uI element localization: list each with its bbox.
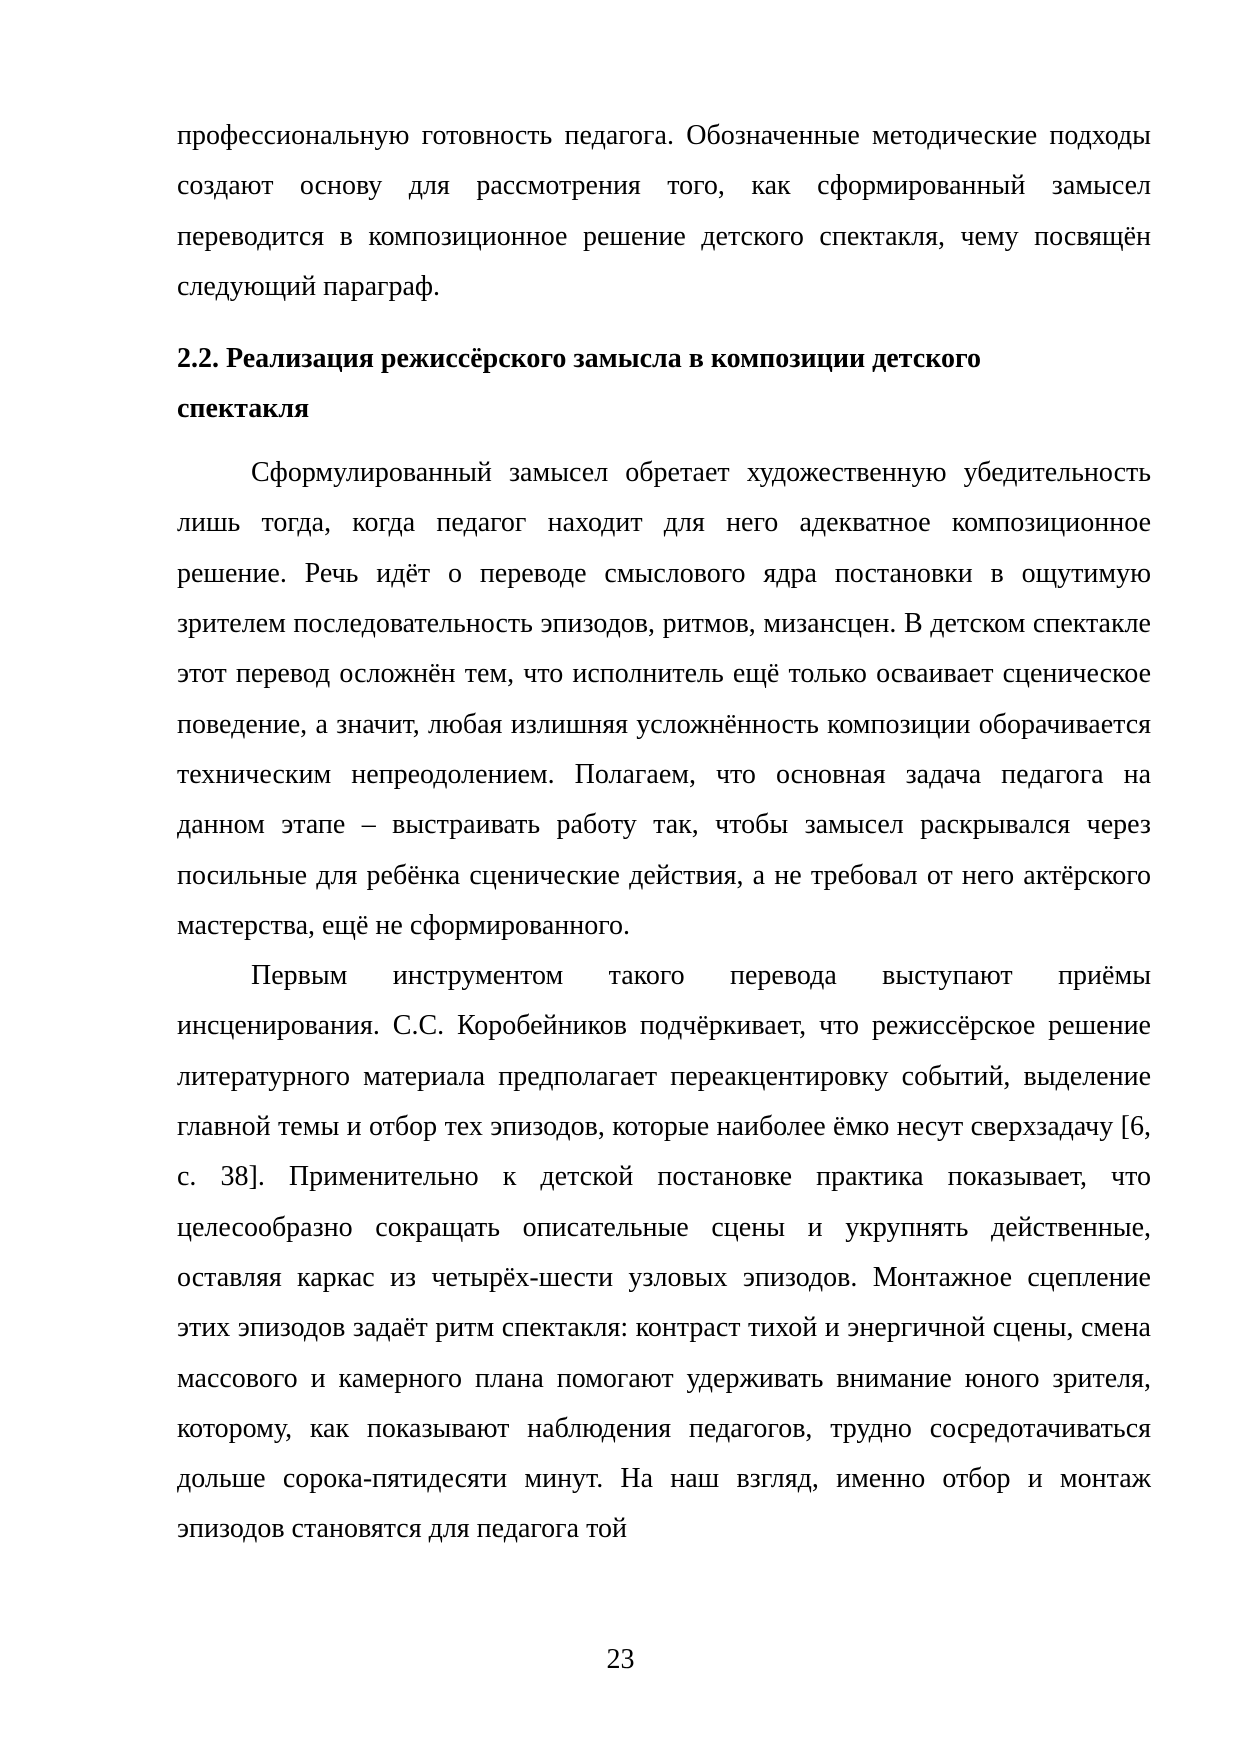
paragraph-continuation: профессиональную готовность педагога. Обозначенные методические подходы создают основу для рассмотрения того, как сформированный замысел переводится в композиционное решение детского спектакля, чему посвящён следующий параграф. bbox=[177, 120, 1151, 302]
section-heading: 2.2. Реализация режиссёрского замысла в композиции детского спектакля bbox=[177, 343, 981, 425]
paragraph-composition-intro: Сформулированный замысел обретает художественную убедительность лишь тогда, когда педагог находит для него адекватное композиционное решение. Речь идёт о переводе смыслового ядра постановки в ощутимую зрителем последовательность эпизодов, ритмов, мизансцен. В детском спектакле этот перевод осложнён тем, что исполнитель ещё только осваивает сценическое поведение, а значит, любая излишняя усложнённость композиции оборачивается техническим непреодолением. Полагаем, что основная задача педагога на данном этапе – выстраивать работу так, чтобы замысел раскрывался через посильные для ребёнка сценические действия, а не требовал от него актёрского мастерства, ещё не сформированного. bbox=[177, 457, 1151, 941]
page-body bbox=[177, 111, 1151, 1555]
page-number: 23 bbox=[606, 1644, 635, 1675]
paragraph-staging-techniques: Первым инструментом такого перевода выступают приёмы инсценирования. С.С. Коробейников подчёркивает, что режиссёрское решение литературного материала предполагает переакцентировку событий, выделение главной темы и отбор тех эпизодов, которые наиболее ёмко несут сверхзадачу [6, с. 38]. Применительно к детской постановке практика показывает, что целесообразно сокращать описательные сцены и укрупнять действенные, оставляя каркас из четырёх-шести узловых эпизодов. Монтажное сцепление этих эпизодов задаёт ритм спектакля: контраст тихой и энергичной сцены, смена массового и камерного плана помогают удерживать внимание юного зрителя, которому, как показывают наблюдения педагогов, трудно сосредотачиваться дольше сорока-пятидесяти минут. На наш взгляд, именно отбор и монтаж эпизодов становятся для педагога той bbox=[177, 960, 1151, 1545]
